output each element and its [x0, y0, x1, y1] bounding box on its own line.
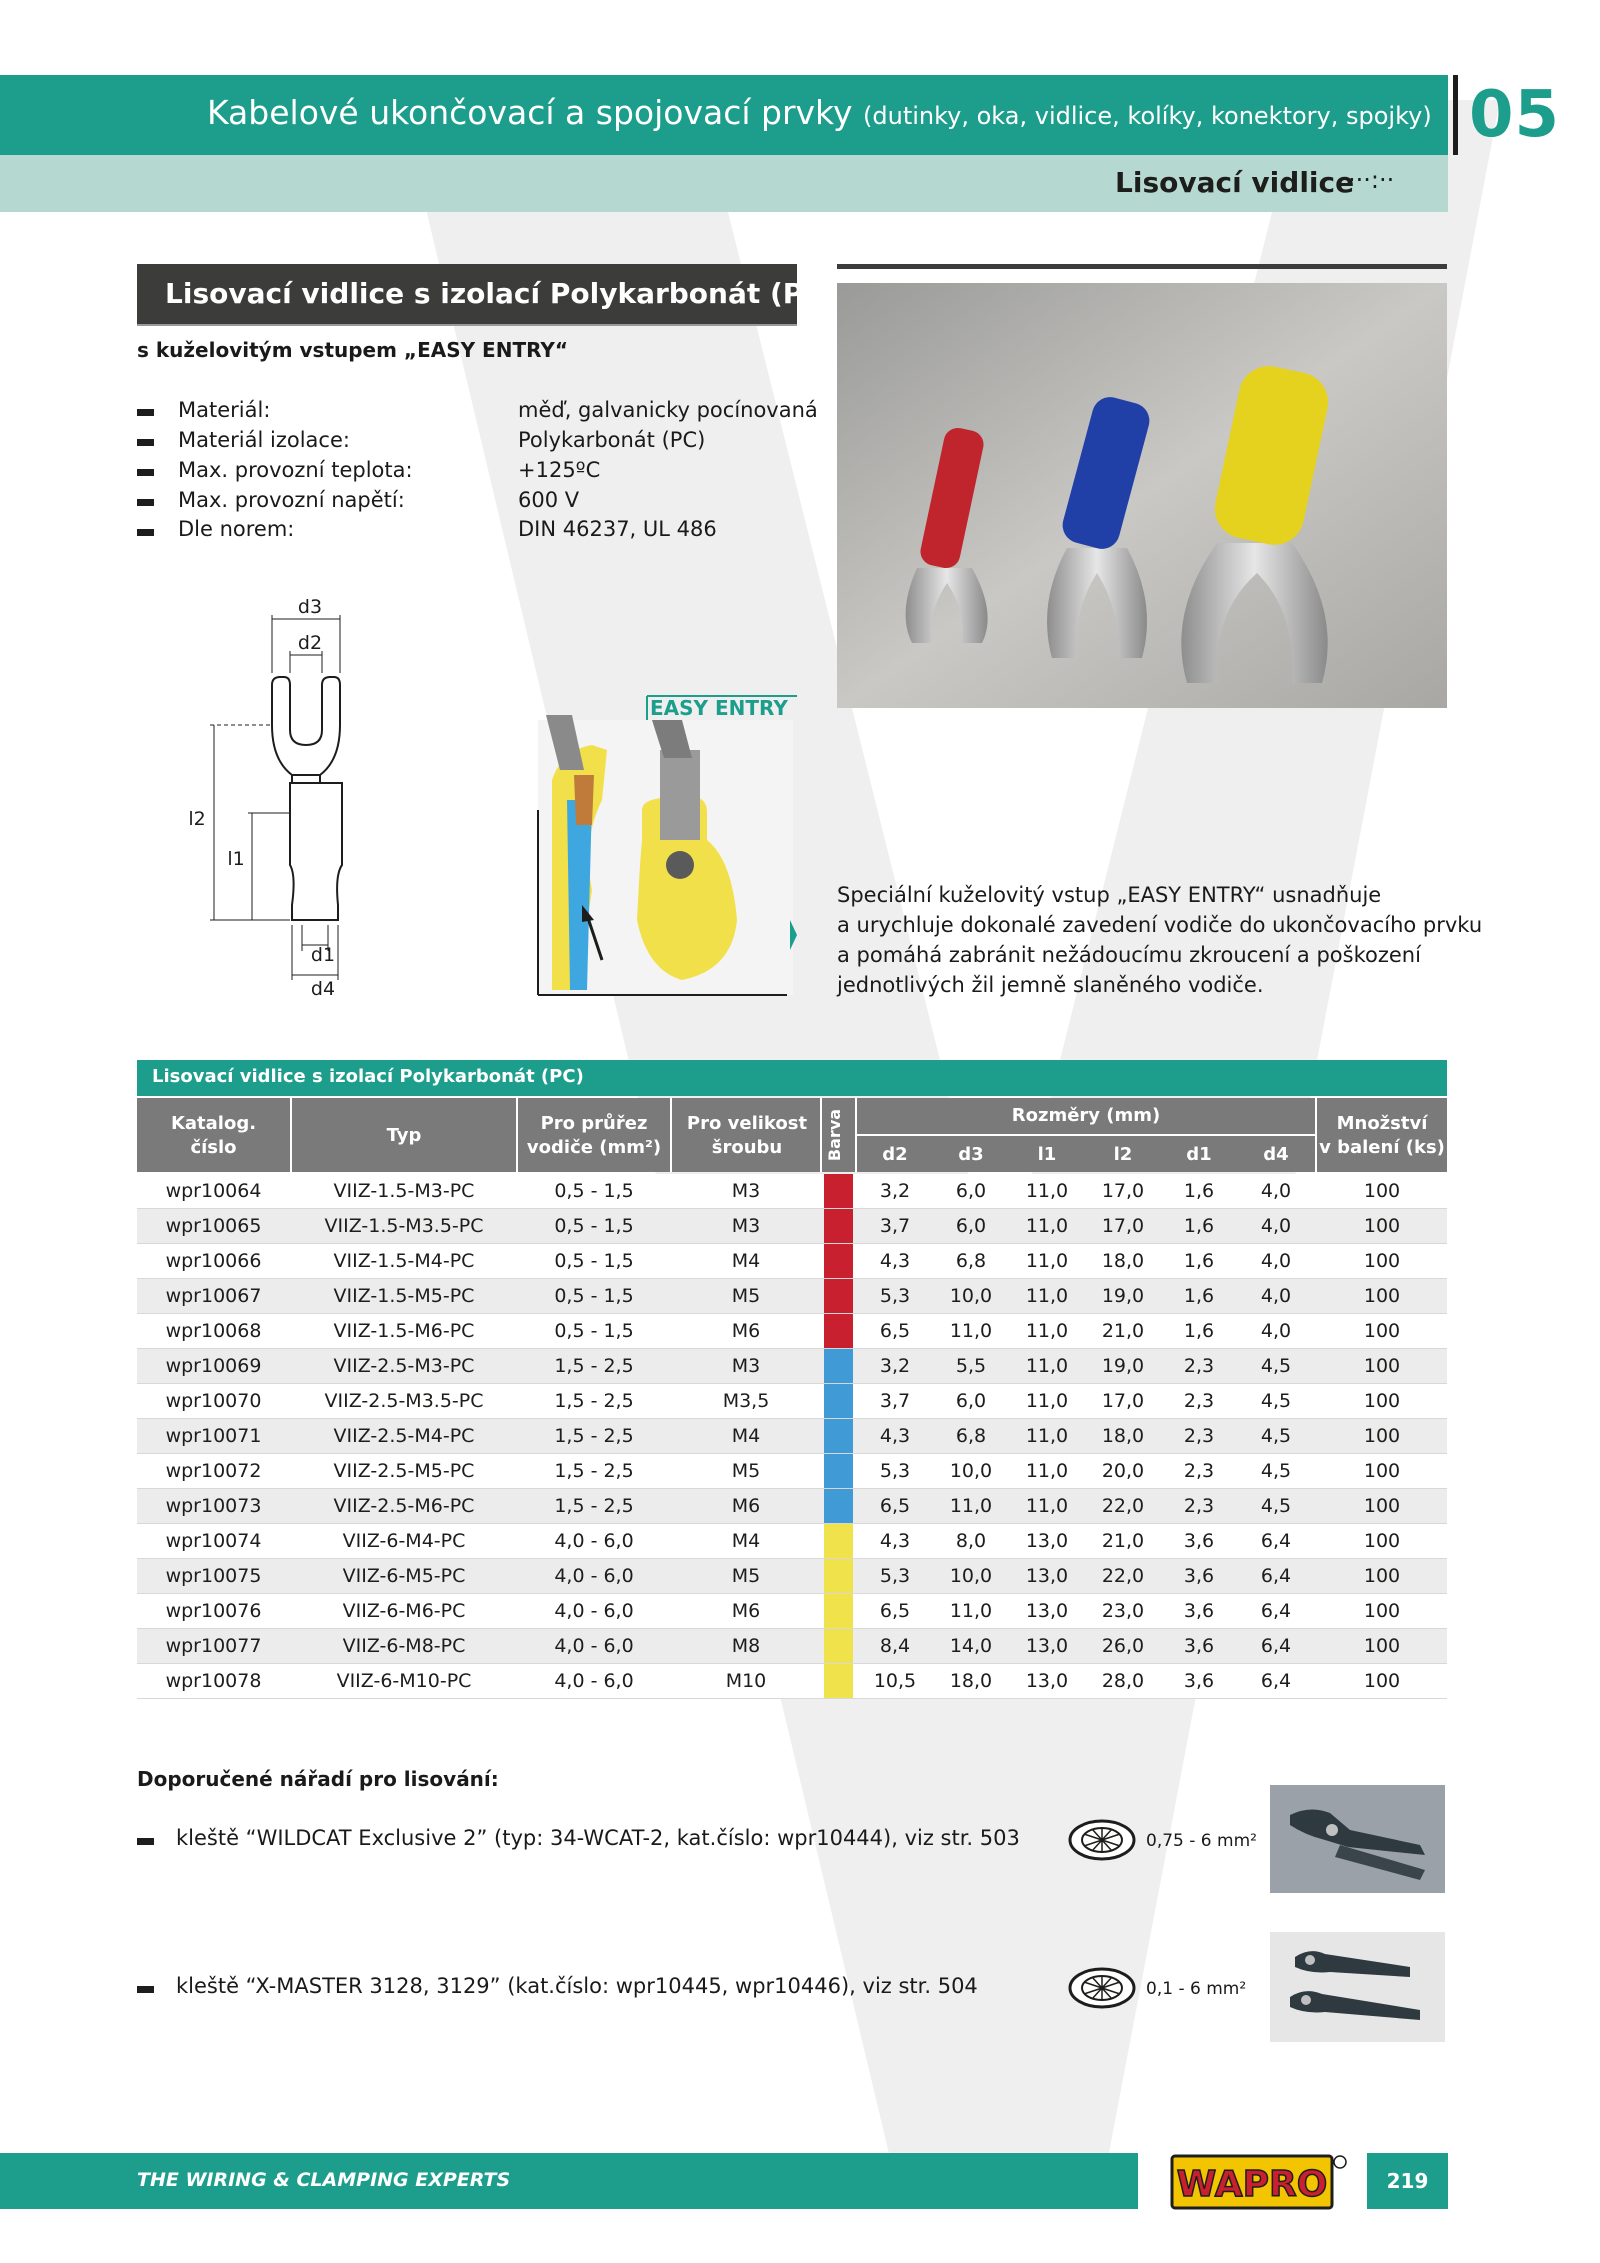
cell-typ: VIIZ-2.5-M6-PC: [333, 1495, 475, 1517]
cell-cross: 1,5 - 2,5: [554, 1355, 634, 1377]
table-row: [137, 1629, 1447, 1664]
spec-label: Max. provozní napětí:: [178, 488, 405, 512]
cell-l1: 11,0: [1025, 1390, 1069, 1412]
product-title: Lisovací vidlice s izolací Polykarbonát (PC): [137, 264, 797, 324]
header-screw-line2: šroubu: [711, 1137, 783, 1158]
cell-l1: 13,0: [1025, 1670, 1069, 1692]
table-row: [137, 1209, 1447, 1244]
cell-cat: wpr10065: [165, 1215, 262, 1237]
photo-rule: [837, 264, 1447, 269]
bullet-icon: [137, 1986, 154, 1993]
cell-cat: wpr10078: [165, 1670, 262, 1692]
cell-d1: 2,3: [1183, 1390, 1215, 1412]
cell-d4: 4,5: [1260, 1390, 1292, 1412]
cell-cross: 0,5 - 1,5: [554, 1215, 634, 1237]
spec-value: měď, galvanicky pocínovaná: [518, 398, 818, 422]
cell-typ: VIIZ-2.5-M5-PC: [333, 1460, 475, 1482]
cell-d3: 10,0: [949, 1460, 993, 1482]
cell-cross: 1,5 - 2,5: [554, 1460, 634, 1482]
bullet-icon: [137, 529, 154, 536]
color-swatch: [824, 1314, 853, 1349]
cell-typ: VIIZ-6-M4-PC: [342, 1530, 466, 1552]
footer-slogan: THE WIRING & CLAMPING EXPERTS: [137, 2169, 511, 2191]
cell-d2: 3,7: [879, 1390, 911, 1412]
cell-cross: 4,0 - 6,0: [554, 1635, 634, 1657]
table-row: [137, 1314, 1447, 1349]
description-line: a urychluje dokonalé zavedení vodiče do ukončovacího prvku: [837, 913, 1483, 937]
color-swatch: [824, 1629, 853, 1664]
chapter-number: 05: [1469, 78, 1561, 152]
cell-l1: 11,0: [1025, 1285, 1069, 1307]
tools-title: Doporučené nářadí pro lisování:: [137, 1767, 499, 1791]
cell-d3: 10,0: [949, 1285, 993, 1307]
cell-d2: 5,3: [879, 1285, 911, 1307]
header-separator: [1315, 1098, 1317, 1172]
header-separator: [516, 1098, 518, 1172]
cell-d1: 1,6: [1183, 1180, 1215, 1202]
cell-qty: 100: [1363, 1530, 1401, 1552]
cell-l2: 18,0: [1101, 1250, 1145, 1272]
cell-l2: 19,0: [1101, 1285, 1145, 1307]
cell-l1: 11,0: [1025, 1320, 1069, 1342]
cell-screw: M6: [731, 1495, 761, 1517]
description-line: Speciální kuželovitý vstup „EASY ENTRY“ usnadňuje: [837, 883, 1382, 907]
cell-l2: 20,0: [1101, 1460, 1145, 1482]
cell-d1: 1,6: [1183, 1285, 1215, 1307]
table-row: [137, 1349, 1447, 1384]
cell-l2: 28,0: [1101, 1670, 1145, 1692]
cell-typ: VIIZ-2.5-M4-PC: [333, 1425, 475, 1447]
cell-d1: 2,3: [1183, 1425, 1215, 1447]
cell-d3: 8,0: [955, 1530, 987, 1552]
bullet-icon: [137, 439, 154, 446]
cell-qty: 100: [1363, 1320, 1401, 1342]
cell-d2: 6,5: [879, 1600, 911, 1622]
cell-d1: 3,6: [1183, 1565, 1215, 1587]
header-cross-section: [518, 1112, 670, 1160]
cell-cross: 1,5 - 2,5: [554, 1425, 634, 1447]
section-dots-icon: ···:··: [1348, 166, 1395, 194]
cell-typ: VIIZ-2.5-M3-PC: [333, 1355, 475, 1377]
cell-d1: 2,3: [1183, 1460, 1215, 1482]
table-row: [137, 1594, 1447, 1629]
cell-cat: wpr10073: [165, 1495, 262, 1517]
header-catalog-line2: číslo: [190, 1137, 237, 1158]
cell-l2: 19,0: [1101, 1355, 1145, 1377]
cell-l1: 13,0: [1025, 1635, 1069, 1657]
color-swatch: [824, 1489, 853, 1524]
easy-entry-label: EASY ENTRY: [650, 696, 788, 720]
tool-range: 0,1 - 6 mm²: [1146, 1979, 1247, 1999]
bullet-icon: [137, 469, 154, 476]
cell-screw: M3: [731, 1215, 761, 1237]
header-separator: [855, 1098, 857, 1172]
cell-qty: 100: [1363, 1285, 1401, 1307]
cell-d4: 4,0: [1260, 1250, 1292, 1272]
cell-d3: 14,0: [949, 1635, 993, 1657]
cell-typ: VIIZ-1.5-M4-PC: [333, 1250, 475, 1272]
cell-d1: 1,6: [1183, 1215, 1215, 1237]
cell-qty: 100: [1363, 1670, 1401, 1692]
tool-item-wildcat[interactable]: kleště “WILDCAT Exclusive 2” (typ: 34-WCAT-2, kat.číslo: wpr10444), viz str. 503: [176, 1826, 1020, 1850]
cell-d3: 6,0: [955, 1215, 987, 1237]
spec-value: +125ºC: [518, 458, 601, 482]
dim-label-l2: l2: [188, 808, 206, 830]
cell-qty: 100: [1363, 1425, 1401, 1447]
cell-screw: M4: [731, 1530, 761, 1552]
bullet-icon: [137, 1838, 154, 1845]
cell-d1: 3,6: [1183, 1600, 1215, 1622]
cell-cross: 4,0 - 6,0: [554, 1670, 634, 1692]
spec-value: Polykarbonát (PC): [518, 428, 706, 452]
cell-cross: 1,5 - 2,5: [554, 1495, 634, 1517]
table-row: [137, 1384, 1447, 1419]
description-line: jednotlivých žil jemně slaněného vodiče.: [837, 973, 1264, 997]
cell-d1: 2,3: [1183, 1355, 1215, 1377]
cell-d3: 6,0: [955, 1180, 987, 1202]
row-divider: [137, 1698, 1447, 1699]
color-swatch: [824, 1209, 853, 1244]
cell-l2: 17,0: [1101, 1390, 1145, 1412]
cell-l1: 11,0: [1025, 1495, 1069, 1517]
table-row: [137, 1419, 1447, 1454]
header-separator: [290, 1098, 292, 1172]
cell-d2: 5,3: [879, 1565, 911, 1587]
header-screw-line1: Pro velikost: [686, 1113, 808, 1134]
cell-d4: 4,5: [1260, 1425, 1292, 1447]
cell-d4: 6,4: [1260, 1635, 1292, 1657]
cell-d4: 4,5: [1260, 1355, 1292, 1377]
cell-cat: wpr10074: [165, 1530, 262, 1552]
color-swatch: [824, 1384, 853, 1419]
cell-cross: 0,5 - 1,5: [554, 1180, 634, 1202]
cell-d2: 3,2: [879, 1180, 911, 1202]
cell-d2: 8,4: [879, 1635, 911, 1657]
cell-qty: 100: [1363, 1600, 1401, 1622]
cell-d1: 1,6: [1183, 1250, 1215, 1272]
color-swatch: [824, 1524, 853, 1559]
table-row: [137, 1279, 1447, 1314]
chapter-title-sub: (dutinky, oka, vidlice, kolíky, konektory, spojky): [863, 102, 1432, 130]
header-l2: l2: [1113, 1144, 1133, 1165]
cell-typ: VIIZ-1.5-M3.5-PC: [324, 1215, 484, 1237]
color-swatch: [824, 1664, 853, 1699]
table-title: Lisovací vidlice s izolací Polykarbonát (PC): [152, 1066, 584, 1087]
cell-typ: VIIZ-6-M6-PC: [342, 1600, 466, 1622]
cell-l2: 18,0: [1101, 1425, 1145, 1447]
cell-l1: 13,0: [1025, 1565, 1069, 1587]
cell-l1: 11,0: [1025, 1425, 1069, 1447]
header-d2: d2: [882, 1144, 908, 1165]
cell-l2: 26,0: [1101, 1635, 1145, 1657]
cell-d2: 4,3: [879, 1425, 911, 1447]
cell-qty: 100: [1363, 1460, 1401, 1482]
table-row: [137, 1524, 1447, 1559]
cell-cat: wpr10066: [165, 1250, 262, 1272]
cell-typ: VIIZ-1.5-M5-PC: [333, 1285, 475, 1307]
spec-value: DIN 46237, UL 486: [518, 517, 717, 541]
table-row: [137, 1454, 1447, 1489]
spec-label: Dle norem:: [178, 517, 295, 541]
color-swatch: [824, 1594, 853, 1629]
cell-typ: VIIZ-1.5-M3-PC: [333, 1180, 475, 1202]
cell-screw: M5: [731, 1460, 761, 1482]
cell-cat: wpr10075: [165, 1565, 262, 1587]
wapro-logo: [1170, 2152, 1350, 2212]
cell-typ: VIIZ-6-M5-PC: [342, 1565, 466, 1587]
cell-d3: 6,8: [955, 1250, 987, 1272]
color-swatch: [824, 1454, 853, 1489]
color-swatch: [824, 1174, 853, 1209]
cell-cross: 0,5 - 1,5: [554, 1285, 634, 1307]
cell-l1: 13,0: [1025, 1600, 1069, 1622]
header-d1: d1: [1186, 1144, 1212, 1165]
bullet-icon: [137, 409, 154, 416]
color-swatch: [824, 1419, 853, 1454]
cell-qty: 100: [1363, 1215, 1401, 1237]
cell-d3: 11,0: [949, 1600, 993, 1622]
cell-l2: 17,0: [1101, 1215, 1145, 1237]
cell-l2: 23,0: [1101, 1600, 1145, 1622]
cell-cross: 4,0 - 6,0: [554, 1530, 634, 1552]
cell-screw: M3,5: [722, 1390, 770, 1412]
header-separator: [820, 1098, 822, 1172]
cell-d4: 4,0: [1260, 1215, 1292, 1237]
cell-d4: 4,5: [1260, 1495, 1292, 1517]
cell-d1: 1,6: [1183, 1320, 1215, 1342]
table-row: [137, 1244, 1447, 1279]
section-title: Lisovací vidlice: [1115, 166, 1355, 199]
cell-l2: 22,0: [1101, 1495, 1145, 1517]
cell-l1: 11,0: [1025, 1180, 1069, 1202]
header-catalog-line1: Katalog.: [170, 1113, 257, 1134]
cell-cross: 1,5 - 2,5: [554, 1390, 634, 1412]
cell-typ: VIIZ-1.5-M6-PC: [333, 1320, 475, 1342]
table-row: [137, 1174, 1447, 1209]
wildcat-tool-photo: [1270, 1785, 1445, 1893]
chapter-title-main: Kabelové ukončovací a spojovací prvky: [207, 93, 853, 132]
chapter-divider: [1453, 75, 1458, 155]
easy-entry-illustration: [532, 690, 797, 998]
cell-l1: 11,0: [1025, 1215, 1069, 1237]
cell-d4: 6,4: [1260, 1530, 1292, 1552]
xmaster-tool-photo: [1270, 1932, 1445, 2042]
cell-l1: 13,0: [1025, 1530, 1069, 1552]
cell-d2: 4,3: [879, 1250, 911, 1272]
cell-screw: M6: [731, 1600, 761, 1622]
cell-d2: 5,3: [879, 1460, 911, 1482]
cell-cat: wpr10064: [165, 1180, 262, 1202]
header-d4: d4: [1263, 1144, 1289, 1165]
product-subtitle: s kuželovitým vstupem „EASY ENTRY“: [137, 338, 569, 362]
dim-label-d2: d2: [297, 632, 323, 654]
tool-range: 0,75 - 6 mm²: [1146, 1831, 1257, 1851]
color-swatch: [824, 1559, 853, 1594]
cell-qty: 100: [1363, 1565, 1401, 1587]
title-underline: [137, 324, 797, 326]
cell-d2: 3,2: [879, 1355, 911, 1377]
cell-cross: 0,5 - 1,5: [554, 1320, 634, 1342]
cell-screw: M8: [731, 1635, 761, 1657]
header-dim-rule: [857, 1134, 1315, 1136]
cell-typ: VIIZ-6-M8-PC: [342, 1635, 466, 1657]
dim-label-d3: d3: [297, 596, 323, 618]
cell-d2: 3,7: [879, 1215, 911, 1237]
cell-d3: 10,0: [949, 1565, 993, 1587]
cell-qty: 100: [1363, 1635, 1401, 1657]
cell-qty: 100: [1363, 1355, 1401, 1377]
table-row: [137, 1559, 1447, 1594]
header-cross-line1: Pro průřez: [540, 1113, 648, 1134]
table-row: [137, 1489, 1447, 1524]
cell-cat: wpr10068: [165, 1320, 262, 1342]
cell-l2: 17,0: [1101, 1180, 1145, 1202]
cell-cat: wpr10070: [165, 1390, 262, 1412]
cell-d3: 18,0: [949, 1670, 993, 1692]
cell-l1: 11,0: [1025, 1460, 1069, 1482]
logo-text: WAPRO: [1176, 2164, 1328, 2205]
header-qty-line2: v balení (ks): [1319, 1137, 1445, 1158]
header-screw: [672, 1112, 822, 1160]
cell-d2: 4,3: [879, 1530, 911, 1552]
cell-typ: VIIZ-6-M10-PC: [336, 1670, 472, 1692]
cell-qty: 100: [1363, 1495, 1401, 1517]
cell-screw: M5: [731, 1565, 761, 1587]
chapter-title: [207, 93, 1432, 132]
cell-screw: M10: [725, 1670, 767, 1692]
cell-cat: wpr10076: [165, 1600, 262, 1622]
tool-item-xmaster[interactable]: kleště “X-MASTER 3128, 3129” (kat.číslo: wpr10445, wpr10446), viz str. 504: [176, 1974, 978, 1998]
cell-screw: M5: [731, 1285, 761, 1307]
bullet-icon: [137, 499, 154, 506]
cell-d4: 6,4: [1260, 1600, 1292, 1622]
cell-d1: 3,6: [1183, 1530, 1215, 1552]
cell-screw: M3: [731, 1180, 761, 1202]
header-color: Barva: [825, 1108, 844, 1162]
cell-d3: 6,0: [955, 1390, 987, 1412]
spec-label: Materiál:: [178, 398, 271, 422]
cell-l1: 11,0: [1025, 1355, 1069, 1377]
cell-d1: 3,6: [1183, 1670, 1215, 1692]
cell-screw: M4: [731, 1250, 761, 1272]
cell-d4: 6,4: [1260, 1565, 1292, 1587]
header-catalog: [137, 1112, 290, 1160]
header-qty-line1: Množství: [1336, 1113, 1428, 1134]
cell-qty: 100: [1363, 1390, 1401, 1412]
spec-label: Max. provozní teplota:: [178, 458, 413, 482]
cell-d1: 2,3: [1183, 1495, 1215, 1517]
cell-l2: 21,0: [1101, 1320, 1145, 1342]
cell-cross: 4,0 - 6,0: [554, 1565, 634, 1587]
header-separator: [670, 1098, 672, 1172]
spec-label: Materiál izolace:: [178, 428, 350, 452]
cell-d2: 6,5: [879, 1495, 911, 1517]
cell-d4: 4,0: [1260, 1180, 1292, 1202]
header-l1: l1: [1037, 1144, 1057, 1165]
cell-cat: wpr10071: [165, 1425, 262, 1447]
cell-cat: wpr10077: [165, 1635, 262, 1657]
crimp-profile-icon: [1068, 1818, 1136, 1862]
header-dimensions: Rozměry (mm): [1011, 1105, 1161, 1126]
table-row: [137, 1664, 1447, 1699]
cell-cat: wpr10069: [165, 1355, 262, 1377]
color-swatch: [824, 1279, 853, 1314]
dim-label-l1: l1: [227, 848, 245, 870]
cell-d2: 10,5: [873, 1670, 917, 1692]
cell-cat: wpr10067: [165, 1285, 262, 1307]
dimension-drawing: [180, 585, 400, 1000]
header-quantity: [1317, 1112, 1447, 1160]
cell-l1: 11,0: [1025, 1250, 1069, 1272]
cell-d3: 5,5: [955, 1355, 987, 1377]
cell-d1: 3,6: [1183, 1635, 1215, 1657]
cell-d4: 4,0: [1260, 1285, 1292, 1307]
cell-d3: 11,0: [949, 1495, 993, 1517]
header-type: Typ: [386, 1125, 422, 1146]
crimp-profile-icon: [1068, 1966, 1136, 2010]
cell-d2: 6,5: [879, 1320, 911, 1342]
header-d3: d3: [958, 1144, 984, 1165]
cell-screw: M4: [731, 1425, 761, 1447]
cell-d4: 4,0: [1260, 1320, 1292, 1342]
cell-d4: 4,5: [1260, 1460, 1292, 1482]
cell-cross: 0,5 - 1,5: [554, 1250, 634, 1272]
color-swatch: [824, 1349, 853, 1384]
product-photo: [837, 283, 1447, 708]
dim-label-d4: d4: [310, 978, 336, 1000]
dim-label-d1: d1: [310, 944, 336, 966]
cell-l2: 22,0: [1101, 1565, 1145, 1587]
cell-typ: VIIZ-2.5-M3.5-PC: [324, 1390, 484, 1412]
cell-qty: 100: [1363, 1250, 1401, 1272]
spec-value: 600 V: [518, 488, 580, 512]
cell-d4: 6,4: [1260, 1670, 1292, 1692]
cell-l2: 21,0: [1101, 1530, 1145, 1552]
cell-screw: M3: [731, 1355, 761, 1377]
header-cross-line2: vodiče (mm²): [526, 1137, 662, 1158]
cell-d3: 6,8: [955, 1425, 987, 1447]
cell-qty: 100: [1363, 1180, 1401, 1202]
cell-screw: M6: [731, 1320, 761, 1342]
color-swatch: [824, 1244, 853, 1279]
page-number: 219: [1386, 2169, 1429, 2193]
cell-cat: wpr10072: [165, 1460, 262, 1482]
cell-cross: 4,0 - 6,0: [554, 1600, 634, 1622]
cell-d3: 11,0: [949, 1320, 993, 1342]
description-line: a pomáhá zabránit nežádoucímu zkroucení a poškození: [837, 943, 1421, 967]
